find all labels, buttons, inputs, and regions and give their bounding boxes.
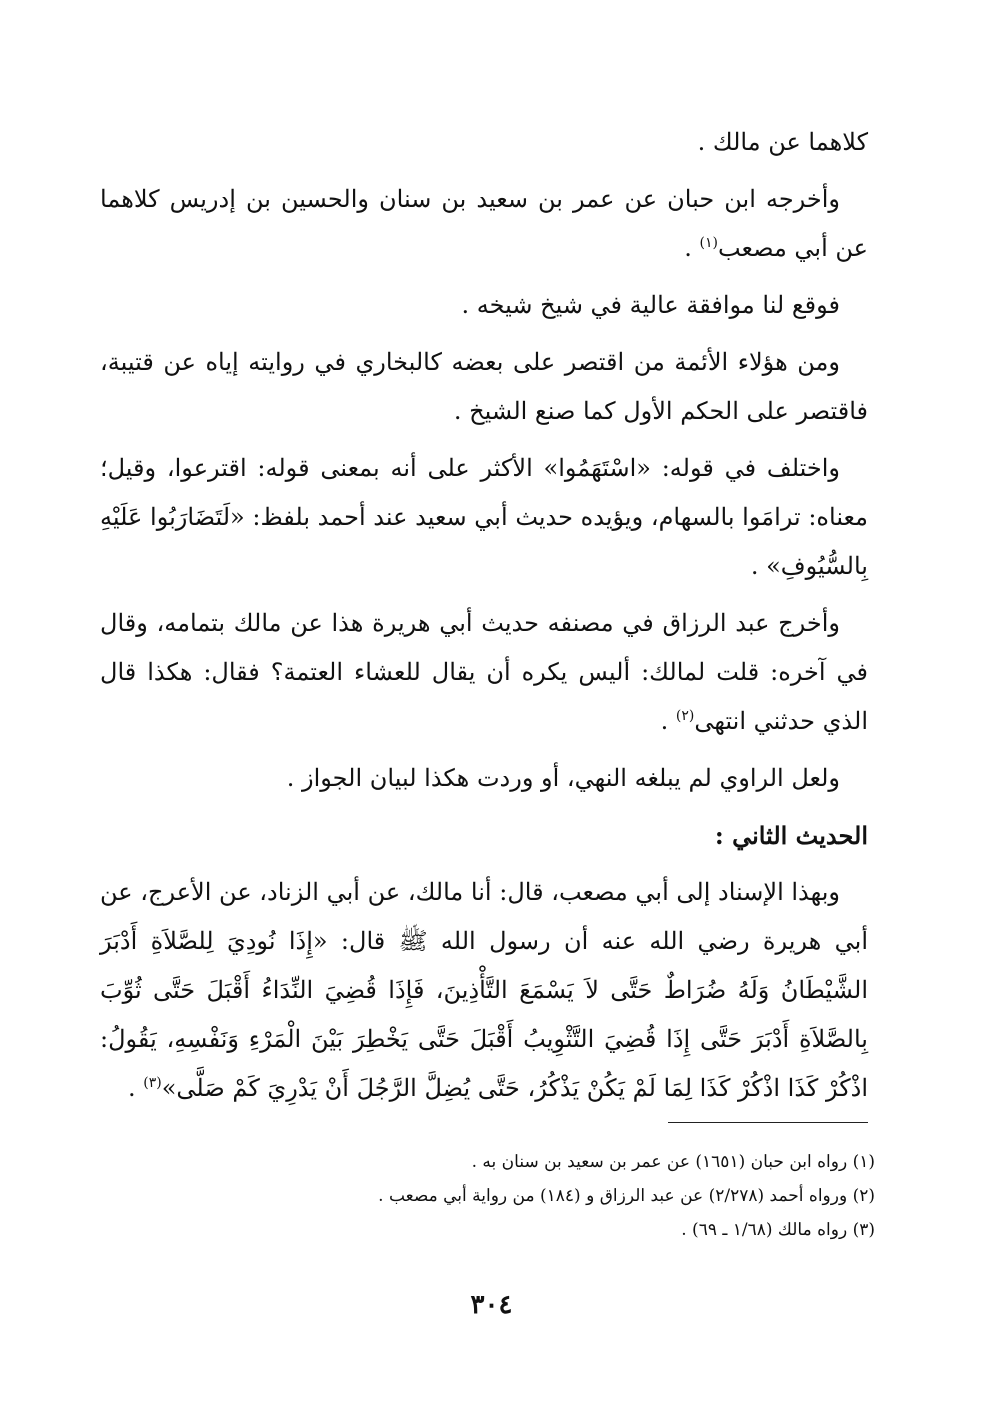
footnote-2: (٢) ورواه أحمد (٢/٢٧٨) عن عبد الرزاق و (١٨٤) من رواية أبي مصعب . (378, 1186, 875, 1206)
paragraph-text: ولعل الراوي لم يبلغه النهي، أو وردت هكذا لبيان الجواز . (286, 764, 840, 792)
footnote-marker: (١) (699, 235, 718, 251)
page-number: ٣٠٤ (470, 1290, 513, 1320)
paragraph-end: . (684, 234, 700, 262)
paragraph-3 (100, 281, 868, 330)
footnote-3: (٣) رواه مالك (١/٦٨ ـ ٦٩) . (681, 1220, 875, 1240)
paragraph-text: واختلف في قوله: «اسْتَهَمُوا» الأكثر على أنه بمعنى قوله: اقترعوا، وقيل؛ معناه: ترامَوا بالسهام، ويؤيده حديث أبي سعيد عند أحمد بلفظ: «لَتَضَارَبُوا عَلَيْهِ بِالسُّيُوفِ» . (100, 454, 868, 580)
paragraph-text: ومن هؤلاء الأئمة من اقتصر على بعضه كالبخاري في روايته إياه عن قتيبة، فاقتصر على الحكم الأول كما صنع الشيخ . (100, 348, 868, 425)
paragraph-text: وأخرج عبد الرزاق في مصنفه حديث أبي هريرة هذا عن مالك بتمامه، وقال في آخره: قلت لمالك: أليس يكره أن يقال للعشاء العتمة؟ فقال: هكذا قال الذي حدثني انتهى (100, 609, 868, 735)
paragraph-7 (100, 754, 868, 803)
footnote-marker: (٣) (143, 1075, 162, 1091)
paragraph-4 (100, 338, 868, 436)
paragraph-6 (100, 599, 868, 746)
paragraph-text: وأخرجه ابن حبان عن عمر بن سعيد بن سنان والحسين بن إدريس كلاهما عن أبي مصعب (100, 185, 868, 262)
paragraph-2 (100, 175, 868, 273)
footnote-1: (١) رواه ابن حبان (١٦٥١) عن عمر بن سعيد بن سنان به . (471, 1152, 875, 1172)
footnotes (100, 1145, 875, 1247)
footnote-marker: (٢) (675, 708, 695, 724)
main-text (100, 118, 868, 1121)
paragraph-5 (100, 444, 868, 591)
paragraph-end: . (128, 1074, 144, 1102)
paragraph-text: كلاهما عن مالك . (697, 128, 868, 156)
paragraph-end: . (660, 707, 676, 735)
hadith-text: وبهذا الإسناد إلى أبي مصعب، قال: أنا مالك، عن أبي الزناد، عن الأعرج، عن أبي هريرة رضي الله عنه أن رسول الله ﷺ قال: «إِذَا نُودِيَ لِلصَّلاَةِ أَدْبَرَ الشَّيْطَانُ وَلَهُ ضُرَاطٌ حَتَّى لاَ يَسْمَعَ التَّأْذِينَ، فَإِذَا قُضِيَ النِّدَاءُ أَقْبَلَ حَتَّى ثُوِّبَ بِالصَّلاَةِ أَدْبَرَ حَتَّى إِذَا قُضِيَ التَّثْوِيبُ أَقْبَلَ حَتَّى يَخْطِرَ بَيْنَ الْمَرْءِ وَنَفْسِهِ، يَقُولُ: اذْكُرْ كَذَا اذْكُرْ كَذَا لِمَا لَمْ يَكُنْ يَذْكُرُ، حَتَّى يُضِلَّ الرَّجُلَ أَنْ يَدْرِيَ كَمْ صَلَّى» (100, 878, 868, 1102)
paragraph-text: فوقع لنا موافقة عالية في شيخ شيخه . (461, 291, 840, 319)
hadith-heading: الحديث الثاني : (714, 821, 868, 850)
hadith-paragraph (100, 868, 868, 1113)
footnote-divider (668, 1122, 868, 1123)
paragraph-1 (100, 118, 868, 167)
